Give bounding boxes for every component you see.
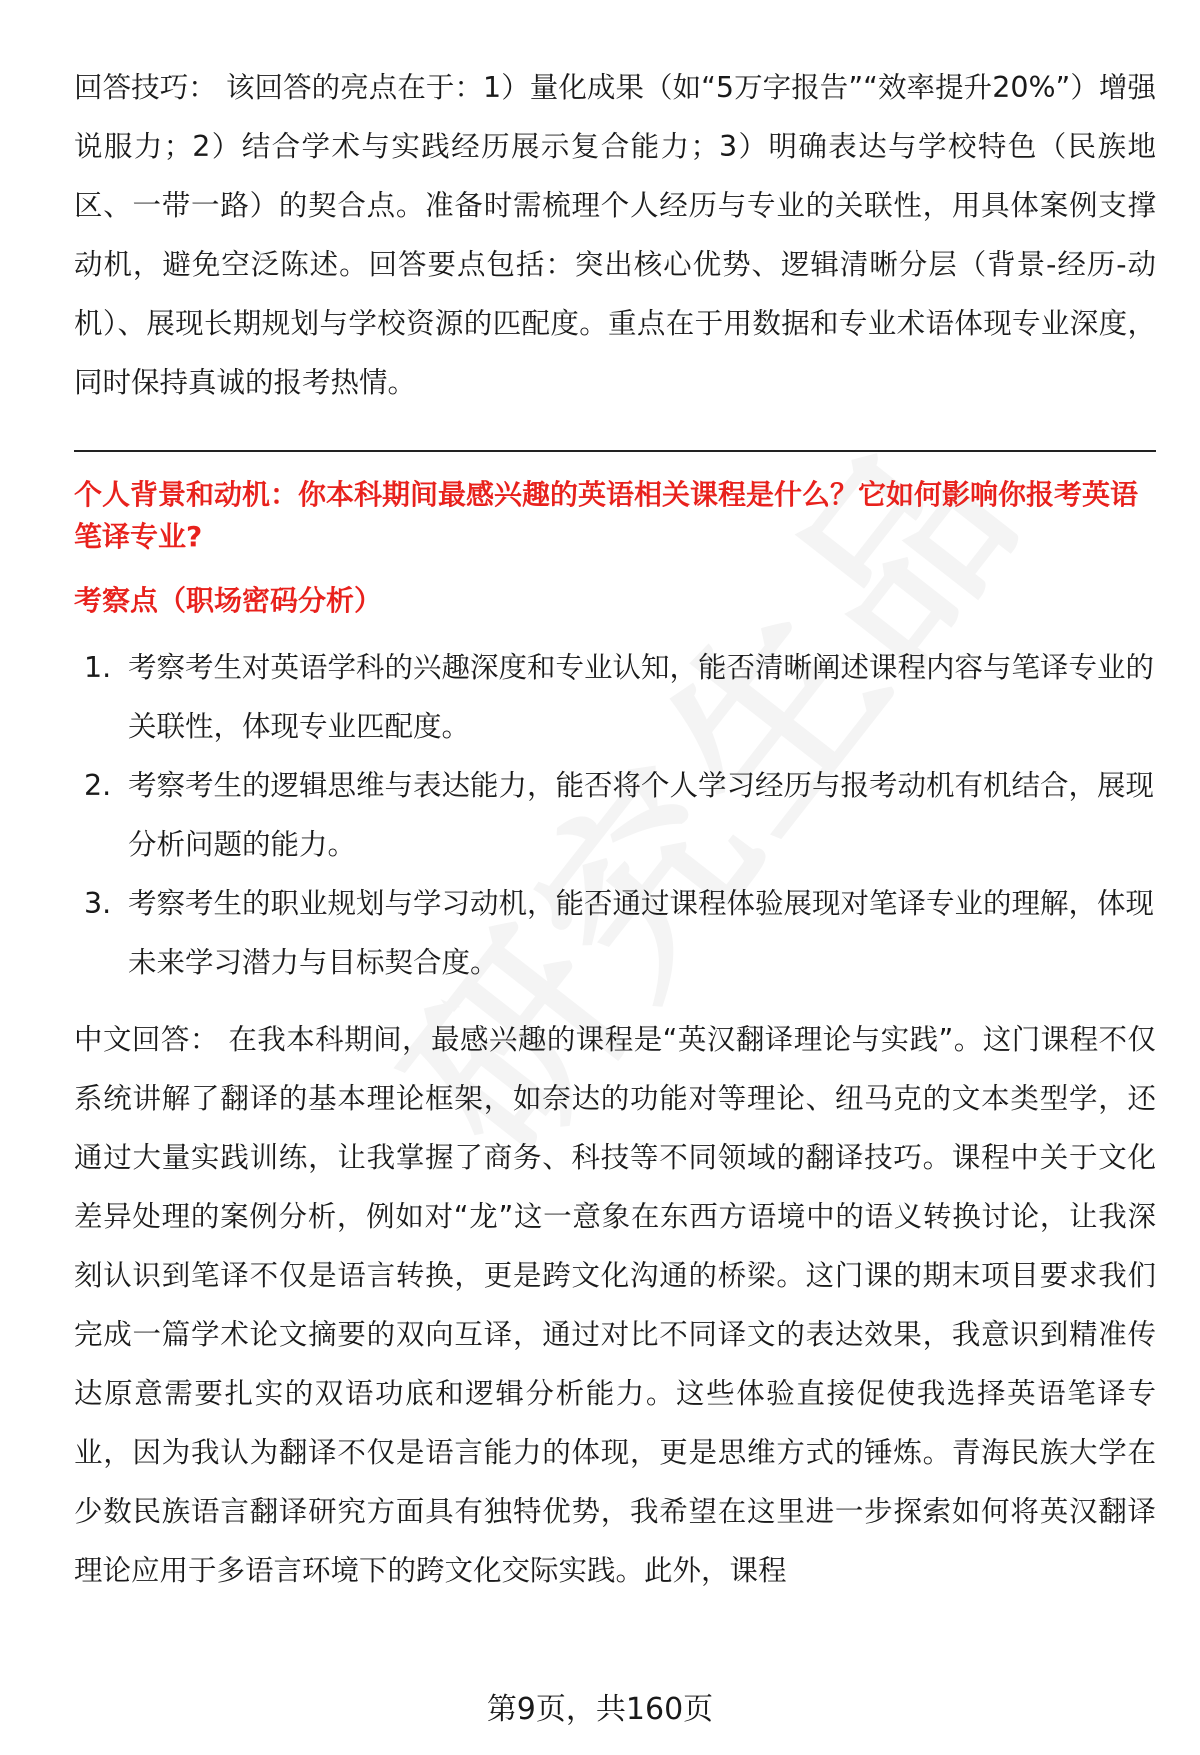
section-title: 考察点（职场密码分析） [74,584,383,617]
tip-label: 回答技巧： [74,71,217,104]
points-list [74,638,1156,992]
page-content [74,58,1156,1600]
page-footer: 第9页，共160页 [486,1692,714,1727]
point-item [74,756,1156,874]
point-text: 考察考生对英语学科的兴趣深度和专业认知，能否清晰阐述课程内容与笔译专业的关联性，体现专业匹配度。 [128,651,1155,743]
point-text: 考察考生的逻辑思维与表达能力，能否将个人学习经历与报考动机有机结合，展现分析问题的能力。 [128,769,1155,861]
point-text: 考察考生的职业规划与学习动机，能否通过课程体验展现对笔译专业的理解，体现未来学习潜力与目标契合度。 [128,887,1155,979]
answer-paragraph [74,1010,1156,1600]
point-number: 2. [84,769,112,802]
point-number: 1. [84,651,112,684]
question-heading: 个人背景和动机：你本科期间最感兴趣的英语相关课程是什么？它如何影响你报考英语笔译专业? [74,478,1139,553]
answer-text: 在我本科期间，最感兴趣的课程是“英汉翻译理论与实践”。这门课程不仅系统讲解了翻译的基本理论框架，如奈达的功能对等理论、纽马克的文本类型学，还通过大量实践训练，让我掌握了商务、科技等不同领域的翻译技巧。课程中关于文化差异处理的案例分析，例如对“龙”这一意象在东西方语境中的语义转换讨论，让我深刻认识到笔译不仅是语言转换，更是跨文化沟通的桥梁。这门课的期末项目要求我们完成一篇学术论文摘要的双向互译，通过对比不同译文的表达效果，我意识到精准传达原意需要扎实的双语功底和逻辑分析能力。这些体验直接促使我选择英语笔译专业，因为我认为翻译不仅是语言能力的体现，更是思维方式的锤炼。青海民族大学在少数民族语言翻译研究方面具有独特优势，我希望在这里进一步探索如何将英汉翻译理论应用于多语言环境下的跨文化交际实践。此外，课程 [74,1023,1156,1587]
point-number: 3. [84,887,112,920]
tip-paragraph [74,58,1156,412]
tip-text: 该回答的亮点在于：1）量化成果（如“5万字报告”“效率提升20%”）增强说服力；2）结合学术与实践经历展示复合能力；3）明确表达与学校特色（民族地区、一带一路）的契合点。准备时需梳理个人经历与专业的关联性，用具体案例支撑动机，避免空泛陈述。回答要点包括：突出核心优势、逻辑清晰分层（背景-经历-动机）、展现长期规划与学校资源的匹配度。重点在于用数据和专业术语体现专业深度，同时保持真诚的报考热情。 [74,71,1156,399]
point-item [74,638,1156,756]
point-item [74,874,1156,992]
divider [74,450,1156,452]
answer-label: 中文回答： [74,1023,219,1056]
